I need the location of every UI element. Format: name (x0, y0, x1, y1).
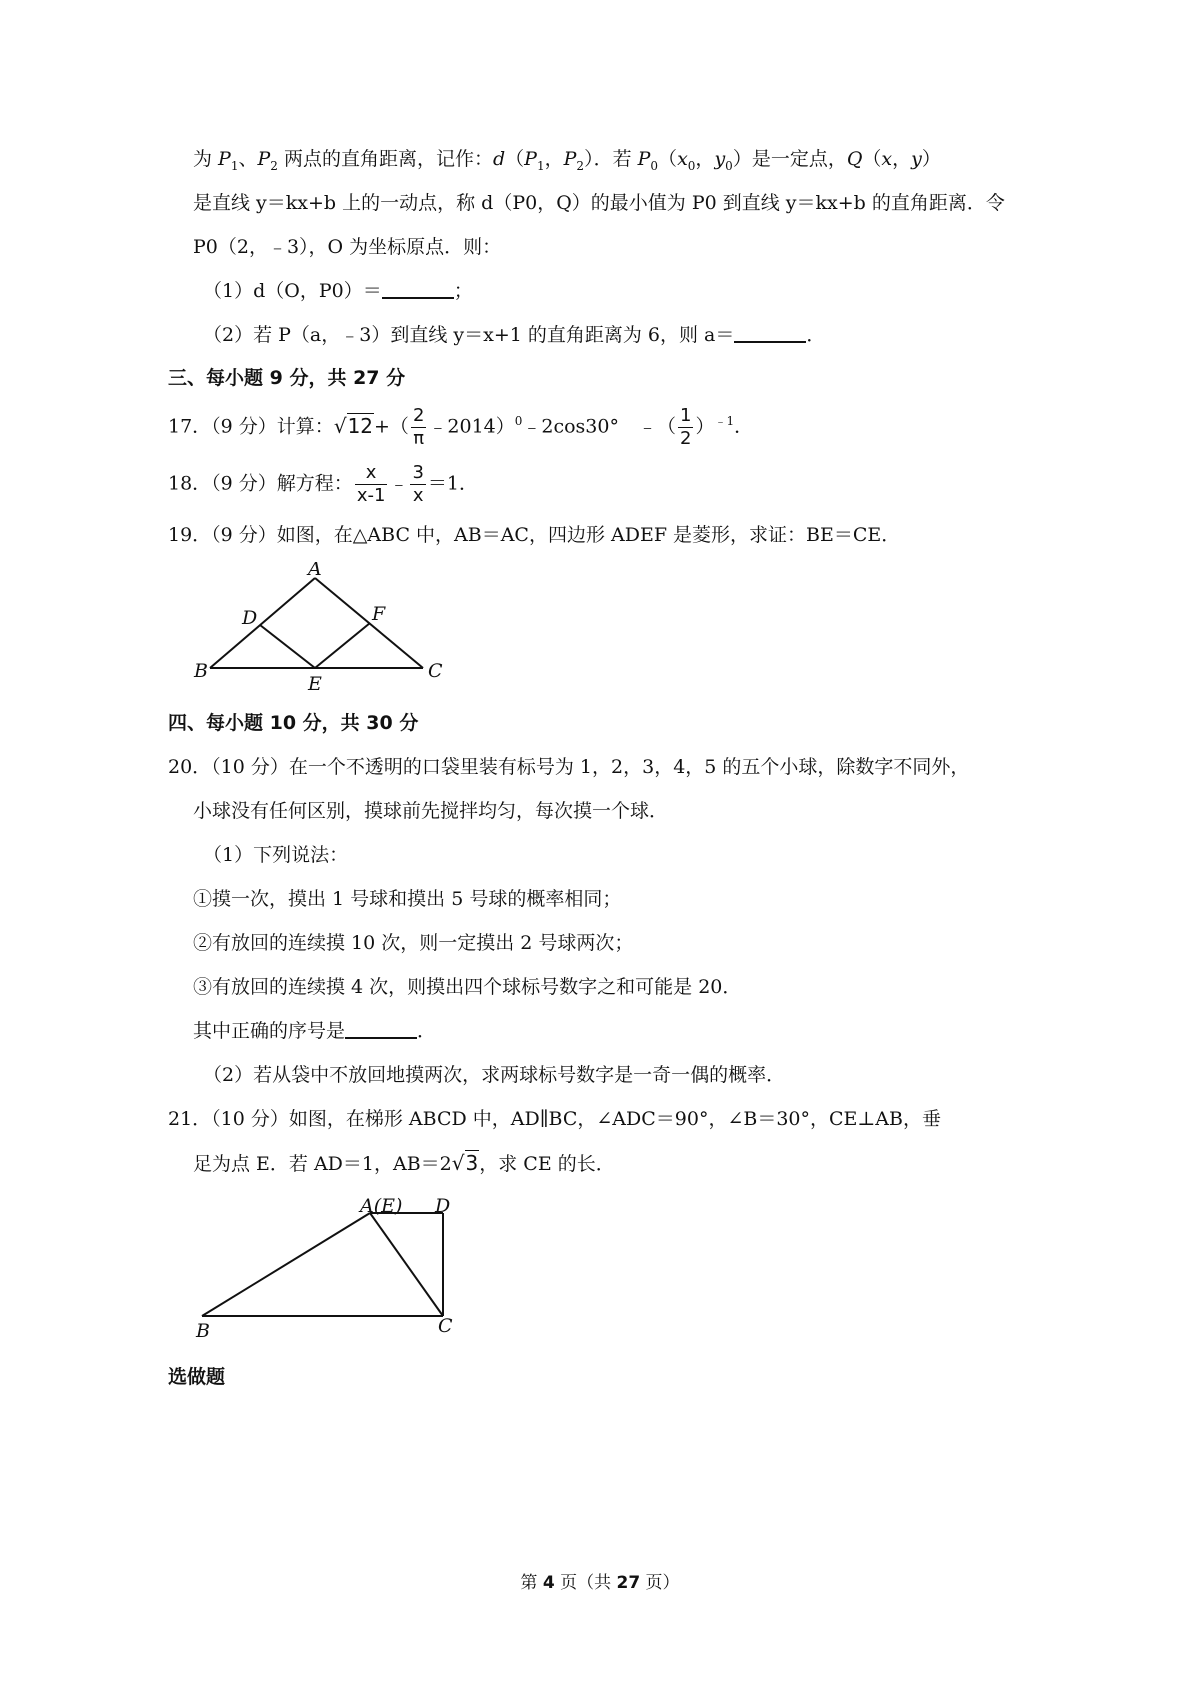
question-21-line-2: 足为点 E．若 AD＝1，AB＝2√3，求 CE 的长． (193, 1151, 615, 1175)
statement-1: ①摸一次，摸出 1 号球和摸出 5 号球的概率相同； (193, 888, 622, 910)
label-a: A (308, 562, 322, 580)
intro-line-2: 是直线 y＝kx+b 上的一动点，称 d（P0，Q）的最小值为 P0 到直线 y＝kx+b 的直角距离．令 (193, 192, 1005, 214)
question-20-line-4: 其中正确的序号是 ． (193, 1020, 437, 1042)
fraction: $\frac{3}{x}$ (412, 462, 424, 506)
section-3-heading: 三、每小题 9 分，共 27 分 (168, 367, 406, 389)
rhombus-triangle-figure (190, 562, 460, 692)
sqrt-symbol: √3 (451, 1151, 479, 1175)
answer-blank[interactable] (345, 1019, 417, 1039)
label-f: F (372, 603, 386, 625)
answer-blank[interactable] (382, 279, 454, 299)
label-e: E (308, 673, 322, 692)
label-d: D (242, 607, 258, 629)
label-d: D (435, 1195, 451, 1217)
question-20-line-1: 20．（10 分）在一个不透明的口袋里装有标号为 1，2，3，4，5 的五个小球，除数字不同外， (168, 756, 970, 778)
question-16-part-2: （2）若 P（a，﹣3）到直线 y＝x+1 的直角距离为 6，则 a＝ ． (203, 324, 826, 346)
question-20-line-3: （1）下列说法： (203, 844, 349, 866)
question-16-part-1: （1）d（O，P0）＝ ； (203, 280, 473, 302)
section-4-heading: 四、每小题 10 分，共 30 分 (168, 712, 419, 734)
page-footer: 第 4 页（共 27 页） (520, 1573, 680, 1593)
label-b: B (194, 660, 208, 682)
fraction: $\frac{x}{x-1}$ (356, 462, 386, 506)
question-17: 17．（9 分）计算：√12+（ $\frac{2}{\pi}$ ﹣2014）$^0$﹣2cos30° ﹣（ $\frac{1}{2}$ ）$^{﹣1}$． (168, 405, 754, 449)
answer-blank[interactable] (734, 323, 806, 343)
question-20-line-5: （2）若从袋中不放回地摸两次，求两球标号数字是一奇一偶的概率． (203, 1064, 786, 1086)
sqrt-symbol: √12 (333, 413, 374, 438)
trapezoid-figure (190, 1195, 490, 1345)
optional-section-heading: 选做题 (168, 1366, 226, 1388)
label-c: C (438, 1315, 453, 1337)
label-b: B (196, 1320, 210, 1342)
question-18: 18．（9 分）解方程： $\frac{x}{x-1}$ ﹣ $\frac{3}{x}$ ＝1． (168, 462, 478, 506)
intro-line-1: 为 $P_1$、$P_2$ 两点的直角距离，记作：$d(P_1$，$P_2$）．若 $P_0(x_0$，$y_0$）是一定点，Q（x，y） (193, 148, 941, 173)
fraction: $\frac{1}{2}$ (680, 405, 692, 449)
question-21-line-1: 21．（10 分）如图，在梯形 ABCD 中，AD∥BC，∠ADC＝90°，∠B＝30°，CE⊥AB，垂 (168, 1108, 941, 1130)
question-20-line-2: 小球没有任何区别，摸球前先搅拌均匀，每次摸一个球． (193, 800, 669, 822)
intro-line-3: P0（2，﹣3），O 为坐标原点．则： (193, 236, 502, 258)
fraction: $\frac{2}{\pi}$ (412, 405, 425, 449)
statement-3: ③有放回的连续摸 4 次，则摸出四个球标号数字之和可能是 20． (193, 976, 742, 998)
label-a-e: A(E) (360, 1195, 403, 1217)
label-c: C (428, 660, 443, 682)
question-19: 19．（9 分）如图，在△ABC 中，AB＝AC，四边形 ADEF 是菱形，求证：BE＝CE． (168, 524, 901, 546)
statement-2: ②有放回的连续摸 10 次，则一定摸出 2 号球两次； (193, 932, 634, 954)
